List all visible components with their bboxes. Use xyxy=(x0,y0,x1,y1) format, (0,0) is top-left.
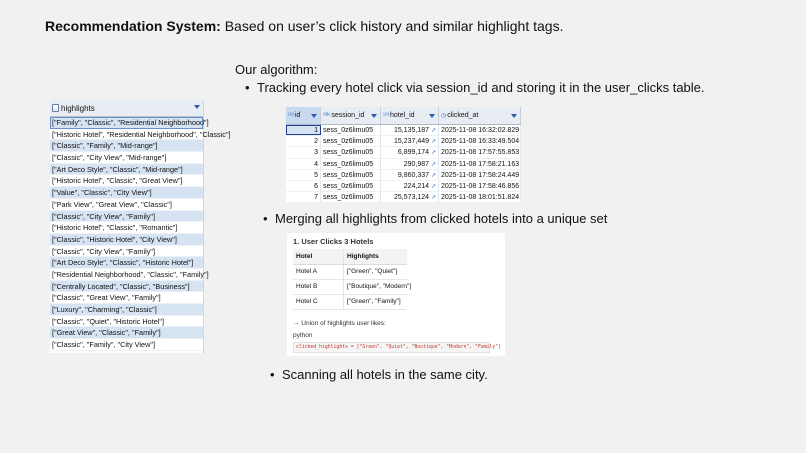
cell-hotel-id[interactable] xyxy=(381,136,439,146)
merge-card-title: 1. User Clicks 3 Hotels xyxy=(293,237,374,246)
hotel-id-value: 15,135,187 xyxy=(393,127,430,134)
cell-id[interactable]: 2 xyxy=(286,136,321,146)
sort-dropdown-icon[interactable] xyxy=(371,114,377,118)
column-header-id[interactable] xyxy=(286,107,321,124)
highlights-row[interactable]: ["Classic", "Historic Hotel", "City View"] xyxy=(50,234,203,246)
table-row xyxy=(293,280,412,295)
page-title-rest: Based on user’s click history and similar highlight tags. xyxy=(220,18,564,34)
code-snippet: clicked_highlights = ["Green", "Quiet", "Boutique", "Modern", "Family"] xyxy=(293,342,490,353)
user-clicks-header xyxy=(286,107,521,125)
numeric-type-icon: ¹²³ xyxy=(383,112,389,119)
column-type-icon xyxy=(52,104,59,112)
highlights-table xyxy=(50,100,231,353)
merge-cell-highlights: ["Green", "Family"] xyxy=(343,295,407,309)
cell-hotel-id[interactable] xyxy=(381,147,439,157)
cell-clicked-at[interactable]: 2025-11-08 16:32:02.829 xyxy=(441,127,520,134)
cell-hotel-id[interactable] xyxy=(381,170,439,180)
link-icon[interactable]: ↗ xyxy=(430,150,436,157)
cell-session-id[interactable]: sess_0z6limu05 xyxy=(321,136,381,146)
bullet-tracking: • Tracking every hotel click via session_id and storing it in the user_clicks table. xyxy=(257,80,705,95)
merge-cell-hotel: Hotel A xyxy=(296,268,317,275)
hotel-id-value: 15,237,449 xyxy=(393,138,430,146)
clock-icon: ◷ xyxy=(441,113,447,119)
hotel-id-value: 224,214 xyxy=(403,182,430,190)
algorithm-label: Our algorithm: xyxy=(235,62,318,77)
table-row[interactable] xyxy=(286,136,521,147)
column-header-session-id[interactable] xyxy=(321,107,381,124)
user-clicks-table xyxy=(286,107,521,202)
cell-session-id[interactable]: sess_0z6limu05 xyxy=(321,147,381,157)
page-title xyxy=(45,18,563,34)
sort-dropdown-icon[interactable] xyxy=(429,114,435,118)
table-row[interactable] xyxy=(286,192,521,203)
cell-id[interactable]: 6 xyxy=(286,181,321,191)
cell-id[interactable]: 1 xyxy=(286,125,321,135)
cell-session-id[interactable]: sess_0z6limu05 xyxy=(321,192,381,202)
text-type-icon: ᴬᴮᶜ xyxy=(323,112,331,119)
cell-session-id[interactable]: sess_0z6limu05 xyxy=(321,170,381,180)
hotel-id-value: 25,573,124 xyxy=(393,194,430,202)
link-icon[interactable]: ↗ xyxy=(430,128,436,134)
highlights-row[interactable]: ["Classic", "City View", "Family"] xyxy=(50,246,203,258)
table-row[interactable] xyxy=(286,147,521,158)
link-icon[interactable]: ↗ xyxy=(430,172,436,179)
merge-cell-highlights: ["Green", "Quiet"] xyxy=(343,265,407,279)
sort-dropdown-icon[interactable] xyxy=(194,105,200,109)
highlights-row[interactable]: ["Classic", "Quiet", "Historic Hotel"] xyxy=(50,316,203,328)
cell-id[interactable]: 7 xyxy=(286,192,321,202)
highlights-row[interactable]: ["Classic", "Family", "City View"] xyxy=(50,339,203,351)
cell-clicked-at[interactable]: 2025-11-08 16:33:49.504 xyxy=(441,138,520,146)
hotel-id-value: 290,987 xyxy=(403,160,430,168)
cell-clicked-at[interactable]: 2025-11-08 17:57:55.853 xyxy=(441,149,520,157)
merge-header-hotel: Hotel xyxy=(296,253,313,260)
header-session-label: session_id xyxy=(331,112,365,119)
link-icon[interactable]: ↗ xyxy=(430,183,436,190)
column-header-clicked-at[interactable] xyxy=(439,107,521,124)
table-row[interactable] xyxy=(286,159,521,170)
bullet-merging: • Merging all highlights from clicked hotels into a unique set xyxy=(275,211,607,226)
cell-id[interactable]: 3 xyxy=(286,147,321,157)
cell-id[interactable]: 5 xyxy=(286,170,321,180)
highlights-column-label: highlights xyxy=(61,103,95,113)
link-icon[interactable]: ↗ xyxy=(430,139,436,146)
merge-example-card xyxy=(287,233,505,356)
sort-dropdown-icon[interactable] xyxy=(311,114,317,118)
header-hotel-label: hotel_id xyxy=(390,112,415,119)
column-header-hotel-id[interactable] xyxy=(381,107,439,124)
merge-cell-highlights: ["Boutique", "Modern"] xyxy=(343,280,407,294)
table-row[interactable] xyxy=(286,125,521,136)
cell-session-id[interactable]: sess_0z6limu05 xyxy=(321,125,381,135)
highlights-row[interactable]: ["Historic Hotel", "Classic", "Great View"] xyxy=(50,175,203,187)
table-row xyxy=(293,265,407,280)
bullet-scanning: • Scanning all hotels in the same city. xyxy=(282,367,488,382)
cell-clicked-at[interactable]: 2025-11-08 17:58:24.449 xyxy=(441,171,520,179)
cell-id[interactable]: 4 xyxy=(286,159,321,169)
cell-session-id[interactable]: sess_0z6limu05 xyxy=(321,159,381,169)
highlights-column-header[interactable] xyxy=(50,100,203,117)
merge-table-header xyxy=(293,249,407,265)
page-title-bold: Recommendation System: xyxy=(45,18,221,34)
merge-header-highlights: Highlights xyxy=(343,249,407,264)
cell-hotel-id[interactable] xyxy=(381,181,439,191)
highlights-row[interactable]: ["Luxury", "Charming", "Classic"] xyxy=(50,304,203,316)
cell-hotel-id[interactable] xyxy=(381,125,439,135)
merge-cell-hotel: Hotel B xyxy=(296,283,318,290)
highlights-row[interactable]: ["Classic", "Family", "Mid-range"] xyxy=(50,140,203,152)
header-clicked-label: clicked_at xyxy=(447,112,479,119)
header-id-label: id xyxy=(295,112,301,119)
highlights-row[interactable]: ["Residential Neighborhood", "Classic", "Family"] xyxy=(52,269,209,279)
hotel-id-value: 6,899,174 xyxy=(397,149,430,157)
table-row[interactable] xyxy=(286,181,521,192)
highlights-row[interactable]: ["Value", "Classic", "City View"] xyxy=(50,187,203,199)
highlights-row[interactable]: ["Art Deco Style", "Classic", "Mid-range"] xyxy=(50,164,203,176)
highlights-row[interactable]: ["Classic", "Great View", "Family"] xyxy=(50,292,203,304)
code-language-label: python xyxy=(293,332,313,339)
sort-dropdown-icon[interactable] xyxy=(511,114,517,118)
highlights-row[interactable]: ["Historic Hotel", "Residential Neighborhood", "Classic"] xyxy=(52,129,231,139)
cell-hotel-id[interactable] xyxy=(381,192,439,202)
merge-table xyxy=(293,249,412,310)
highlights-row[interactable]: ["Historic Hotel", "Classic", "Romantic"] xyxy=(50,222,203,234)
highlights-row[interactable]: ["Great View", "Classic", "Family"] xyxy=(50,327,203,339)
highlights-row[interactable]: ["Family", "Classic", "Residential Neighborhood"] xyxy=(52,118,209,127)
link-icon[interactable]: ↗ xyxy=(430,161,436,168)
cell-session-id[interactable]: sess_0z6limu05 xyxy=(321,181,381,191)
highlights-row[interactable]: ["Park View", "Great View", "Classic"] xyxy=(50,199,203,211)
cell-hotel-id[interactable] xyxy=(381,159,439,169)
link-icon[interactable]: ↗ xyxy=(430,195,436,202)
highlights-row[interactable]: ["Centrally Located", "Classic", "Business"] xyxy=(50,281,203,293)
highlights-row[interactable]: ["Art Deco Style", "Classic", "Historic Hotel"] xyxy=(50,257,203,269)
highlights-row[interactable]: ["Classic", "City View", "Family"] xyxy=(50,211,203,223)
cell-clicked-at[interactable]: 2025-11-08 17:58:21.163 xyxy=(441,160,520,168)
highlights-row[interactable]: ["Classic", "City View", "Mid-range"] xyxy=(50,152,203,164)
merge-cell-hotel: Hotel C xyxy=(296,298,318,305)
cell-clicked-at[interactable]: 2025-11-08 18:01:51.824 xyxy=(441,194,520,202)
union-label: → Union of highlights user likes: xyxy=(293,320,386,327)
cell-clicked-at[interactable]: 2025-11-08 17:58:46.856 xyxy=(441,182,520,190)
table-row[interactable] xyxy=(286,170,521,181)
hotel-id-value: 9,860,337 xyxy=(397,171,430,179)
table-row xyxy=(293,295,407,310)
numeric-type-icon: ¹²³ xyxy=(288,112,294,119)
